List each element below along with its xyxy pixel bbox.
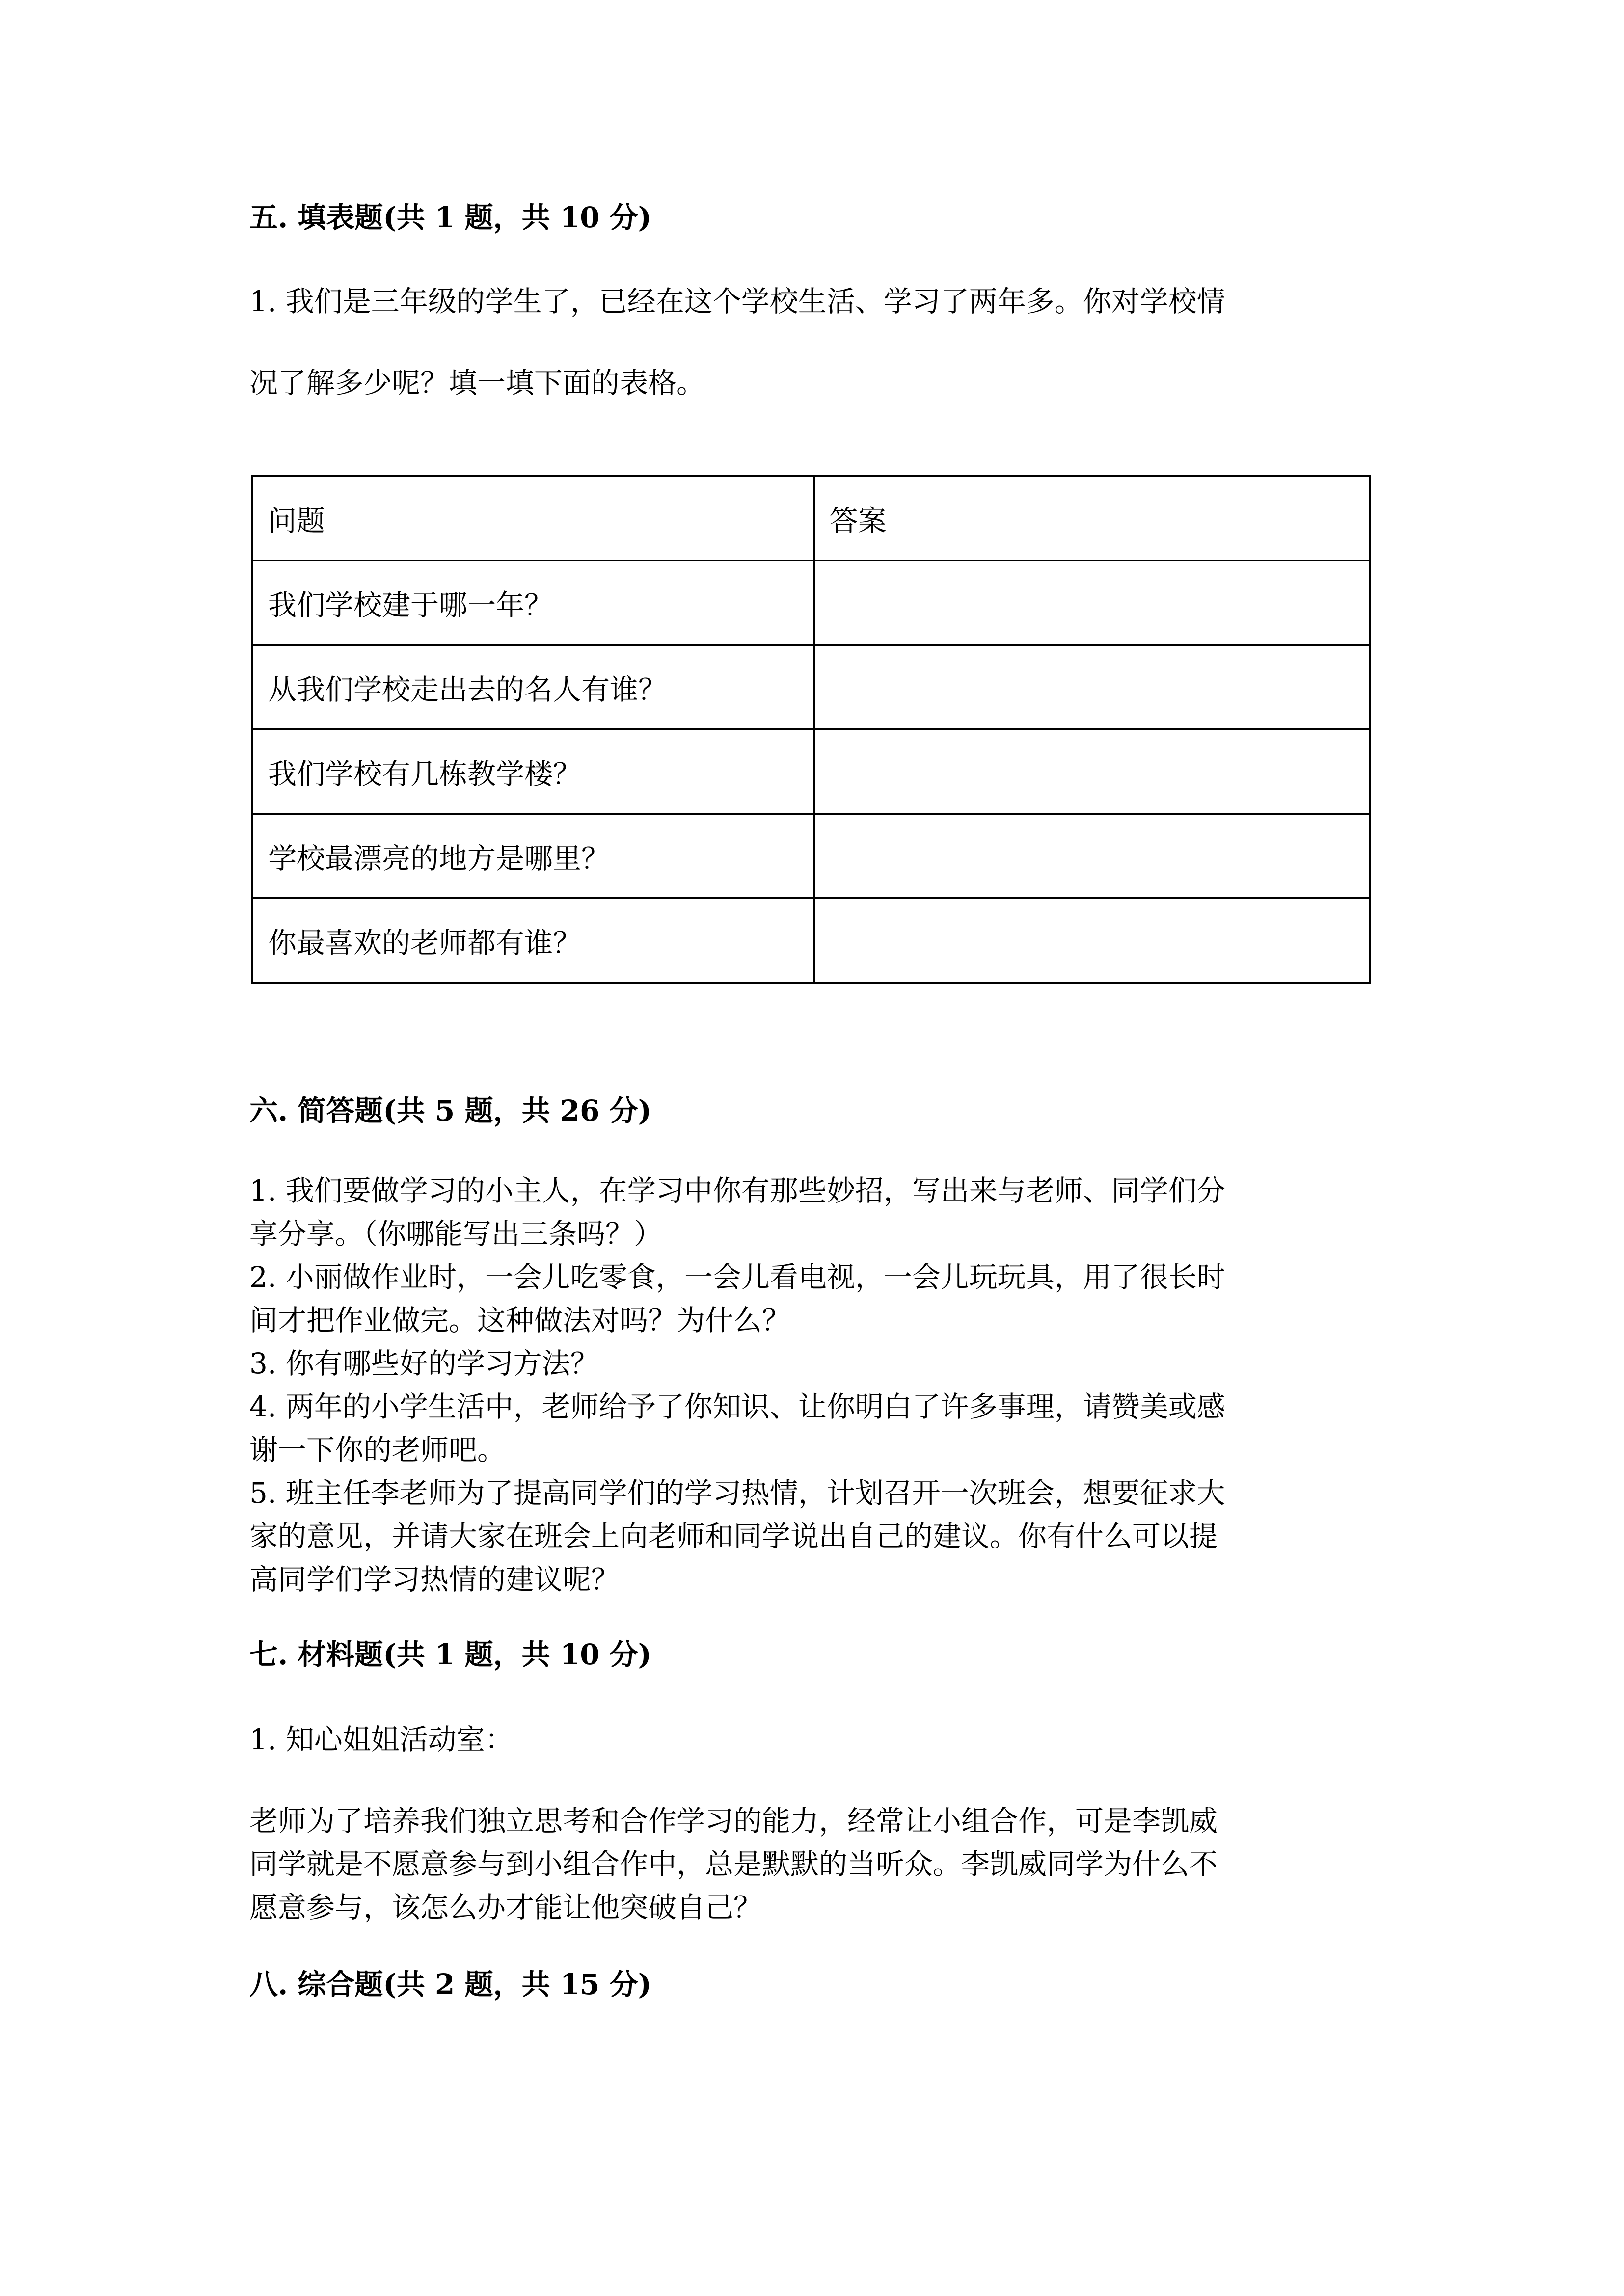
short-answer-item-5	[249, 1471, 1374, 1601]
table-row	[252, 898, 1370, 983]
question-text-line: 4. 两年的小学生活中，老师给予了你知识、让你明白了许多事理，请赞美或感	[249, 1390, 1225, 1423]
table-header-question: 问题	[252, 476, 814, 561]
table-row	[252, 645, 1370, 729]
question-text-line: 谢一下你的老师吧。	[249, 1433, 506, 1467]
material-text-line: 老师为了培养我们独立思考和合作学习的能力，经常让小组合作，可是李凯威	[249, 1804, 1218, 1838]
table-row	[252, 561, 1370, 645]
material-text-line: 同学就是不愿意参与到小组合作中，总是默默的当听众。李凯威同学为什么不	[249, 1847, 1218, 1881]
table-cell-answer[interactable]	[814, 729, 1370, 814]
material-text-line: 愿意参与，该怎么办才能让他突破自己？	[249, 1891, 762, 1924]
question-text-line: 况了解多少呢？填一填下面的表格。	[249, 366, 705, 400]
table-cell-answer[interactable]	[814, 561, 1370, 645]
school-info-table	[251, 475, 1371, 984]
question-text-line: 2. 小丽做作业时，一会儿吃零食，一会儿看电视，一会儿玩玩具，用了很长时	[249, 1260, 1225, 1294]
table-header-row	[252, 476, 1370, 561]
section-5-heading: 五. 填表题(共 1 题，共 10 分)	[249, 201, 652, 234]
section-5-question-1	[249, 280, 1374, 404]
table-cell-answer[interactable]	[814, 898, 1370, 983]
table-header-answer: 答案	[814, 476, 1370, 561]
material-text	[249, 1799, 1374, 1929]
section-7-question-1: 1. 知心姐姐活动室：	[249, 1723, 514, 1756]
question-text-line: 1. 我们是三年级的学生了，已经在这个学校生活、学习了两年多。你对学校情	[249, 285, 1225, 318]
table-cell-answer[interactable]	[814, 645, 1370, 729]
question-text-line: 1. 我们要做学习的小主人，在学习中你有那些妙招，写出来与老师、同学们分	[249, 1174, 1225, 1207]
short-answer-list	[249, 1169, 1374, 1601]
table-cell-question: 学校最漂亮的地方是哪里？	[252, 814, 814, 898]
section-8-heading: 八. 综合题(共 2 题，共 15 分)	[249, 1968, 652, 2001]
table-cell-answer[interactable]	[814, 814, 1370, 898]
question-text-line: 高同学们学习热情的建议呢？	[249, 1563, 620, 1596]
question-text-line: 3. 你有哪些好的学习方法？	[249, 1347, 599, 1380]
short-answer-item-1	[249, 1169, 1374, 1255]
table-cell-question: 你最喜欢的老师都有谁？	[252, 898, 814, 983]
short-answer-item-4	[249, 1385, 1374, 1471]
table-cell-question: 从我们学校走出去的名人有谁？	[252, 645, 814, 729]
section-6-heading: 六. 简答题(共 5 题，共 26 分)	[249, 1094, 652, 1127]
question-text-line: 间才把作业做完。这种做法对吗？为什么？	[249, 1304, 791, 1337]
table-row	[252, 729, 1370, 814]
question-text-line: 享分享。（你哪能写出三条吗？）	[249, 1217, 663, 1251]
table-cell-question: 我们学校建于哪一年？	[252, 561, 814, 645]
section-7-heading: 七. 材料题(共 1 题，共 10 分)	[249, 1638, 652, 1671]
short-answer-item-3	[249, 1342, 1374, 1385]
table-cell-question: 我们学校有几栋教学楼？	[252, 729, 814, 814]
question-text-line: 家的意见，并请大家在班会上向老师和同学说出自己的建议。你有什么可以提	[249, 1520, 1218, 1553]
short-answer-item-2	[249, 1255, 1374, 1342]
table-row	[252, 814, 1370, 898]
question-text-line: 5. 班主任李老师为了提高同学们的学习热情，计划召开一次班会，想要征求大	[249, 1476, 1225, 1510]
